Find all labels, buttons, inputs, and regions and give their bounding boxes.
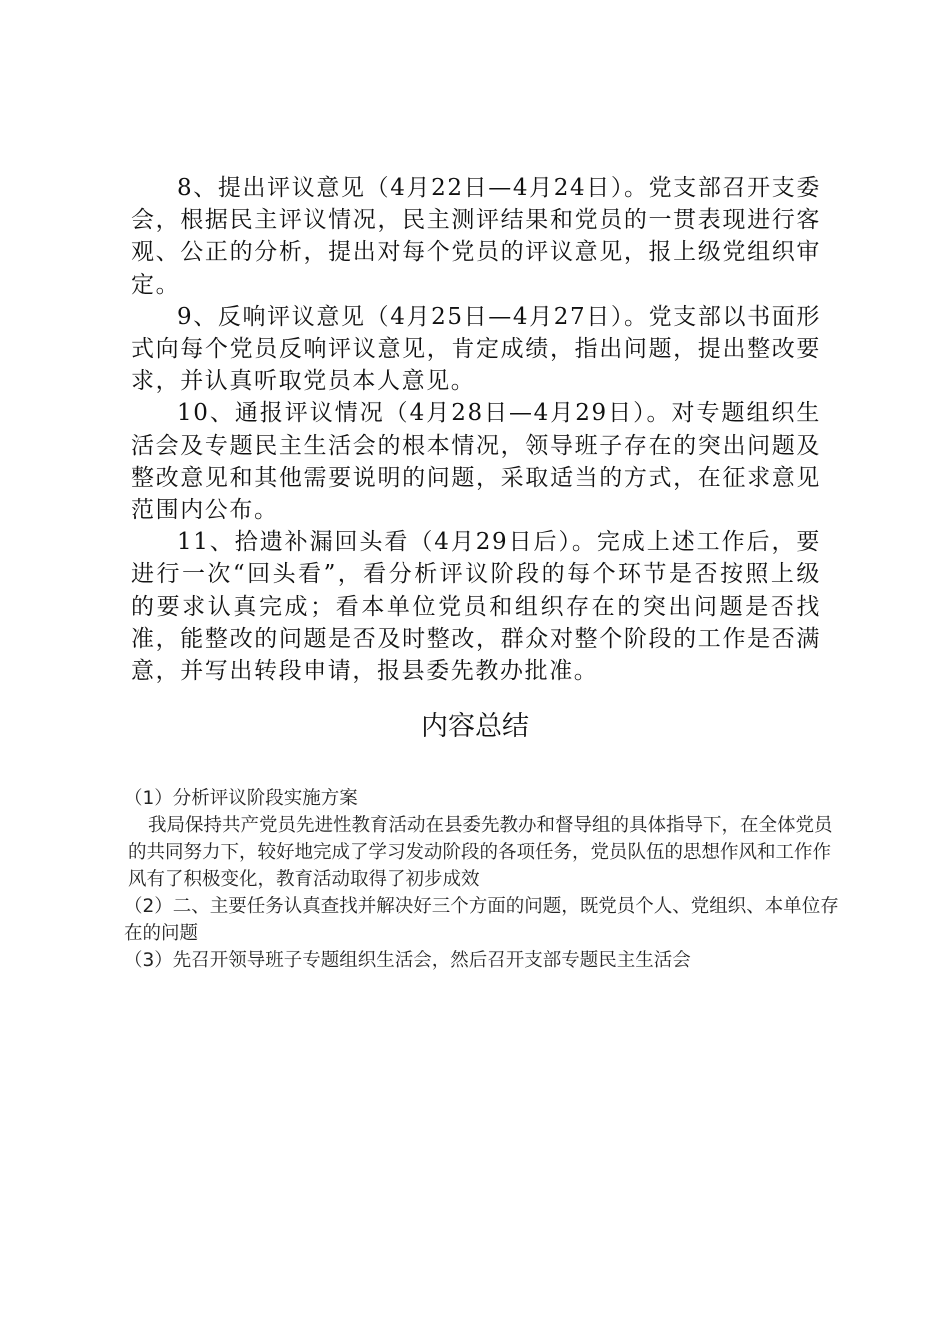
summary-title: 内容总结 (421, 711, 529, 742)
summary-item-3: （3）先召开领导班子专题组织生活会，然后召开支部专题民主生活会 (124, 950, 691, 971)
summary-item-1-heading: （1）分析评议阶段实施方案 (124, 788, 358, 809)
paragraph-step-10: 10、通报评议情况（4月28日—4月29日）。对专题组织生活会及专题民主生活会的根本情况，领导班子存在的突出问题及整改意见和其他需要说明的问题，采取适当的方式，在征求意见范围内公布。 (131, 400, 821, 524)
paragraph-step-11: 11、拾遗补漏回头看（4月29日后）。完成上述工作后，要进行一次“回头看”，看分析评议阶段的每个环节是否按照上级的要求认真完成；看本单位党员和组织存在的突出问题是否找准，能整改的问题是否及时整改，群众对整个阶段的工作是否满意，并写出转段申请，报县委先教办批准。 (131, 529, 821, 685)
summary-item-2: （2）二、主要任务认真查找并解决好三个方面的问题，既党员个人、党组织、本单位存在的问题 (124, 896, 839, 944)
paragraph-step-8: 8、提出评议意见（4月22日—4月24日）。党支部召开支委会，根据民主评议情况，民主测评结果和党员的一贯表现进行客观、公正的分析，提出对每个党员的评议意见，报上级党组织审定。 (131, 175, 821, 298)
document-body (131, 172, 821, 687)
paragraph-step-9: 9、反响评议意见（4月25日—4月27日）。党支部以书面形式向每个党员反响评议意见，肯定成绩，指出问题，提出整改要求，并认真听取党员本人意见。 (131, 303, 821, 395)
summary-item-1-body: 我局保持共产党员先进性教育活动在县委先教办和督导组的具体指导下，在全体党员的共同努力下，较好地完成了学习发动阶段的各项任务，党员队伍的思想作风和工作作风有了积极变化，教育活动取得了初步成效 (128, 815, 833, 890)
summary-section (124, 785, 848, 974)
